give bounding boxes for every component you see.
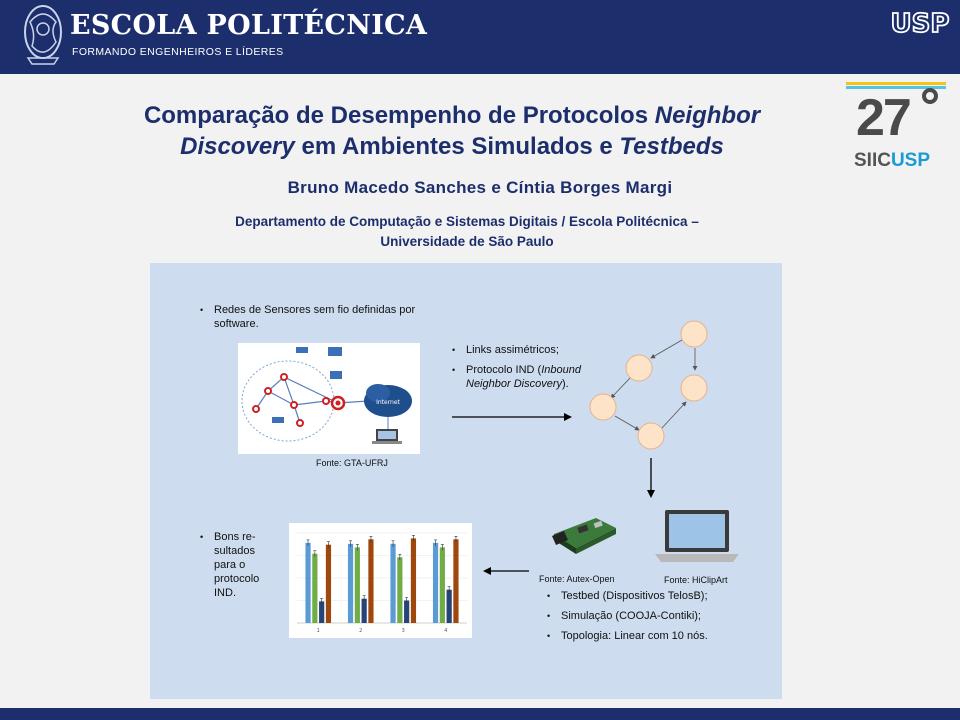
chart-bar	[404, 601, 409, 624]
setup-bullet: • Topologia: Linear com 10 nós.	[547, 629, 767, 643]
chart-bar	[390, 544, 395, 623]
badge-label	[854, 150, 930, 172]
page-title	[92, 100, 812, 162]
usp-logo-text: USP	[890, 9, 950, 36]
setup-bullet: • Testbed (Dispositivos TelosB);	[547, 589, 767, 603]
chart-bar	[368, 539, 373, 623]
internet-label: Internet	[376, 399, 400, 406]
chart-bar	[319, 601, 324, 623]
protocol-prefix: Protocolo IND (	[466, 364, 542, 376]
org-title: ESCOLA POLITÉCNICA	[70, 10, 428, 41]
intro-bullet: • Redes de Sensores sem fio definidas por software.	[200, 303, 425, 331]
caption-gta: Fonte: GTA-UFRJ	[316, 458, 388, 468]
title-part4: Testbeds	[619, 133, 724, 160]
usp-logo-icon	[886, 8, 954, 36]
graph-node	[638, 423, 664, 449]
title-part1: Comparação de Desempenho de Protocolos	[143, 102, 655, 129]
badge-stripe-yellow	[846, 82, 946, 85]
chart-bar	[355, 547, 360, 623]
caption-hiclipart: Fonte: HiClipArt	[664, 575, 728, 585]
x-tick-label: 4	[444, 628, 448, 634]
org-subtitle: FORMANDO ENGENHEIROS E LÍDERES	[72, 46, 284, 58]
chart-bar	[440, 547, 445, 623]
chart-bar	[411, 538, 416, 623]
chart-bar	[453, 539, 458, 623]
setup-bullet: • Simulação (COOJA-Contiki);	[547, 609, 767, 623]
siicusp-badge	[846, 82, 946, 172]
caption-autex: Fonte: Autex-Open	[539, 574, 615, 584]
neighbor-graph-icon	[585, 318, 715, 458]
protocol-italic: Inbound Neighbor Discovery	[466, 364, 581, 390]
footer-bar	[0, 708, 960, 720]
chart-bar	[312, 554, 317, 623]
authors: Bruno Macedo Sanches e Cíntia Borges Margi	[287, 178, 673, 197]
arrow-left-icon	[483, 565, 529, 577]
graph-node	[681, 321, 707, 347]
graph-node	[681, 375, 707, 401]
chart-bar	[348, 544, 353, 623]
title-part2: Neighbor Discovery	[180, 102, 761, 160]
header-bar	[0, 0, 960, 74]
arrow-down-icon	[645, 458, 657, 498]
x-tick-label: 3	[401, 628, 405, 634]
title-part3: em Ambientes Simulados e	[294, 133, 620, 160]
x-tick-label: 2	[359, 628, 363, 634]
badge-label-a: SIIC	[854, 150, 891, 171]
badge-number: 27	[856, 89, 910, 147]
telosb-board-icon	[548, 510, 620, 556]
graph-node	[590, 394, 616, 420]
setup-list	[547, 589, 767, 647]
degree-icon	[922, 88, 938, 104]
graph-node	[626, 355, 652, 381]
chart-bar	[305, 543, 310, 623]
chart-bar	[397, 557, 402, 623]
chart-bar	[326, 545, 331, 623]
wsn-diagram-icon	[238, 343, 420, 454]
chart-bar	[362, 599, 367, 623]
intro-list	[200, 303, 425, 335]
chart-bar	[433, 543, 438, 623]
department: Departamento de Computação e Sistemas Digitais / Escola Politécnica – Universidade de São Paulo	[235, 214, 699, 249]
link-bullet: • Links assimétricos;	[452, 343, 622, 357]
poli-emblem-icon	[20, 2, 66, 68]
results-chart	[289, 523, 472, 638]
results-list	[200, 530, 276, 604]
arrow-right-icon	[452, 410, 572, 424]
chart-bar	[447, 590, 452, 623]
x-tick-label: 1	[316, 628, 320, 634]
protocol-suffix: ).	[561, 378, 569, 390]
bar-chart	[289, 523, 472, 638]
results-bullet: • Bons re- sultados para o protocolo IND.	[200, 530, 276, 600]
badge-label-b: USP	[890, 150, 931, 171]
wsn-network-image	[238, 343, 420, 454]
laptop-icon	[655, 510, 739, 562]
